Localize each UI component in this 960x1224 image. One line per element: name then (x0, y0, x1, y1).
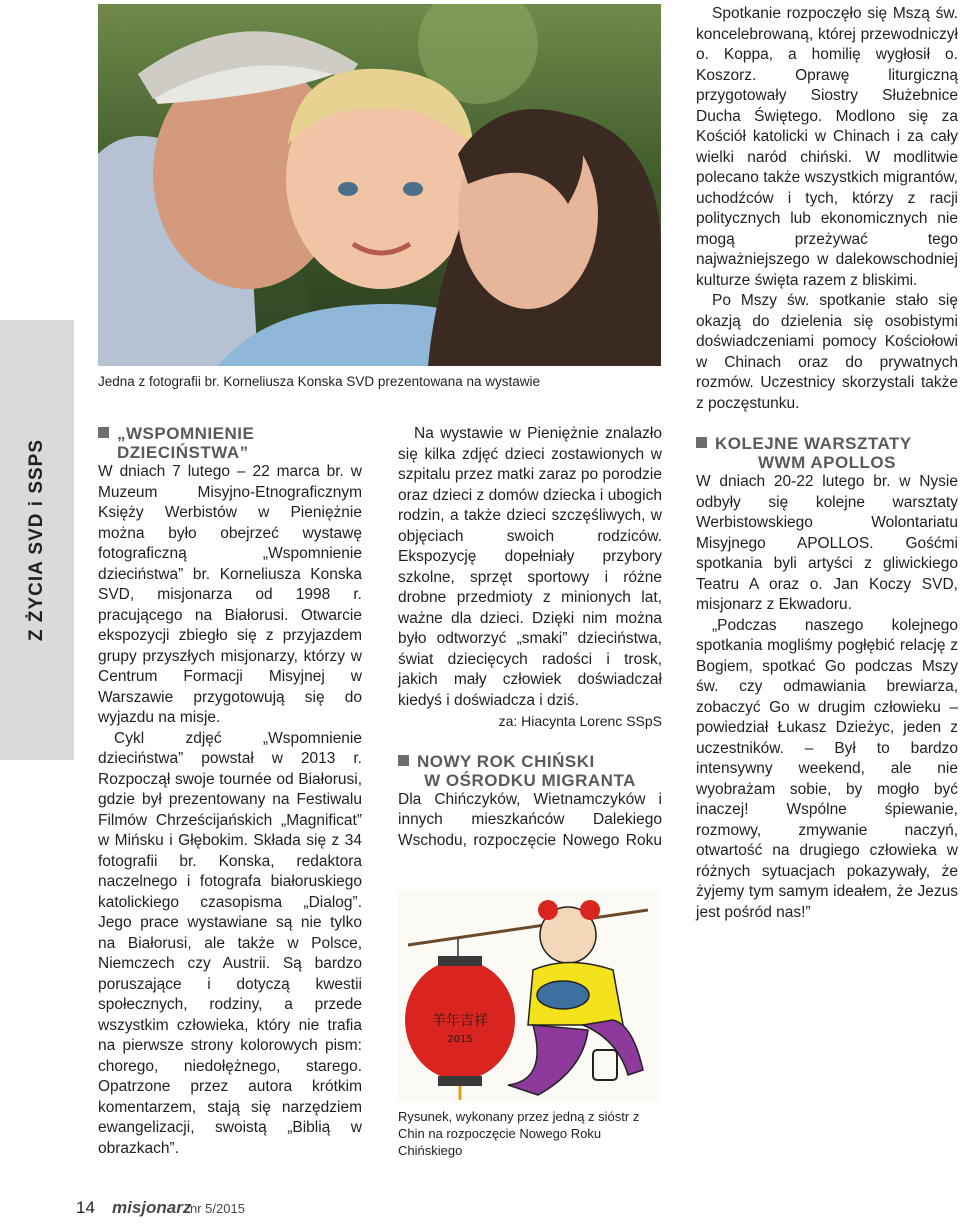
heading-square-icon (696, 437, 707, 448)
heading-line-2: DZIECIŃSTWA” (117, 443, 249, 462)
heading-line-1: „WSPOMNIENIE (117, 424, 255, 443)
column-2 (398, 424, 662, 851)
section-side-tab (0, 320, 74, 760)
paragraph: Spotkanie rozpoczęło się Mszą św. koncelebrowaną, której przewodniczył o. Koppa, a homilię wygłosił o. Koszorz. Oprawę liturgiczną przygotowały Siostry Służebnice Ducha Świętego. Modlono się za Kościół katolicki w Chinach i za cały wielki naród chiński. W modlitwie polecano także wszystkich migrantów, uchodźców i tych, którzy z racji politycznych lub ekonomicznych nie mogą przeżywać tego najważniejszego w dalekowschodniej kulturze święta razem z bliskimi. (696, 5, 958, 289)
issue-number: nr 5/2015 (190, 1201, 245, 1216)
side-tab-label: Z ŻYCIA SVD i SSPS (26, 438, 47, 642)
paragraph: Cykl zdjęć „Wspomnienie dzieciństwa” powstał w 2013 r. Rozpoczął swoje tournée od Białorusi, gdzie był prezentowany na Festiwalu Filmów Chrześcijańskich „Magnificat” w Mińsku i Głębokim. Składa się z 34 fotografii br. Konska, redaktora naczelnego i fotografa białoruskiego katolickiego czasopisma „Dialog”. Jego prace wystawiane są nie tylko na Białorusi, ale także w Polsce, Niemczech czy Austrii. Są bardzo poruszające i dotyczą kwestii społecznych, rodziny, a przede wszystkim człowieka, który nie trafia na pierwsze strony kolorowych pism: chorego, niedołężnego, starego. Opatrzone przez autora krótkim komentarzem, stają się narzędziem ewangelizacji, swoistą „Biblią w obrazkach”. (98, 729, 362, 1157)
heading-line-2: W OŚRODKU MIGRANTA (424, 770, 636, 790)
drawing-caption: Rysunek, wykonany przez jedną z sióstr z Chin na rozpoczęcie Nowego Roku Chińskiego (398, 1109, 640, 1158)
section-heading-workshops (696, 434, 958, 472)
heading-line-2: WWM APOLLOS (757, 453, 896, 472)
heading-line-1: KOLEJNE WARSZTATY (715, 434, 912, 453)
paragraph: Dla Chińczyków, Wietnamczyków i innych mieszkańców Dalekiego Wschodu, rozpoczęcie Nowego Roku (398, 790, 662, 849)
column-3 (696, 4, 958, 923)
heading-square-icon (398, 755, 409, 766)
heading-square-icon (98, 427, 109, 438)
section-heading-chinese-new-year (398, 752, 662, 790)
photo-caption: Jedna z fotografii br. Korneliusza Konska SVD prezentowana na wystawie (98, 374, 540, 389)
author-credit: za: Hiacynta Lorenc SSpS (498, 713, 662, 729)
family-photo (98, 4, 661, 366)
paragraph: Po Mszy św. spotkanie stało się okazją do dzielenia się osobistymi doświadczeniami pomocy Kościołowi w Chinach oraz do prywatnych rozmów. Uczestnicy skorzystali także z poczęstunku. (696, 292, 958, 412)
column-1 (98, 424, 362, 1159)
lantern-year: 2015 (447, 1034, 473, 1045)
lantern-text: 羊年吉祥 (432, 1013, 488, 1029)
chinese-new-year-drawing (398, 890, 660, 1102)
paragraph: Na wystawie w Pieniężnie znalazło się kilka zdjęć dzieci zostawionych w szpitalu przez matki zaraz po porodzie oraz dzieci z domów dziecka i ubogich rodzin, a także dzieci szczęśliwych, w objęciach swoich rodziców. Ekspozycję dopełniały przybory szkolne, sprzęt sportowy i różne drobne przedmioty z minionych lat, ważne dla dzieci. Dzięki nim można było odtworzyć „smaki” dzieciństwa, świat dziecięcych radości i trosk, jakich mały człowiek doświadczał kiedyś i doświadcza i dziś. (398, 425, 662, 709)
paragraph: „Podczas naszego kolejnego spotkania mogliśmy pogłębić relację z Bogiem, spotkać Go podczas Mszy św. czy odmawiania brewiarza, zobaczyć Go w drugim człowieku – powiedział Łukasz Dzieżyc, jeden z uczestników. – Był to bardzo intensywny weekend, ale nie wyobrażam sobie, by mogło być inaczej! Wspólne śpiewanie, rozmowy, zmywanie naczyń, otwartość na drugiego człowieka w różnych sytuacjach pokazywały, że żyjemy tym samym ideałem, że Jezus jest pośród nas!” (696, 616, 958, 921)
magazine-logo: misjonarz (112, 1198, 192, 1217)
page-number: 14 (76, 1198, 95, 1217)
heading-line-1: NOWY ROK CHIŃSKI (417, 751, 595, 771)
paragraph: W dniach 7 lutego – 22 marca br. w Muzeum Misyjno-Etnograficznym Księży Werbistów w Pieniężnie można było obejrzeć wystawę fotograficzną „Wspomnienie dzieciństwa” br. Korneliusza Konska SVD, misjonarza od 1998 r. pracującego na Białorusi. Otwarcie ekspozycji zbiegło się z przyjazdem grupy przyszłych misjonarzy, którzy w Centrum Formacji Misyjnej w Warszawie przygotowują się do wyjazdu na misje. (98, 463, 362, 726)
section-heading-exhibition (98, 424, 362, 462)
paragraph: W dniach 20-22 lutego br. w Nysie odbyły się kolejne warsztaty Werbistowskiego Wolontariatu Misyjnego APOLLOS. Gośćmi spotkania byli artyści z gliwickiego Teatru A oraz o. Jan Koczy SVD, misjonarz z Ekwadoru. (696, 473, 958, 613)
